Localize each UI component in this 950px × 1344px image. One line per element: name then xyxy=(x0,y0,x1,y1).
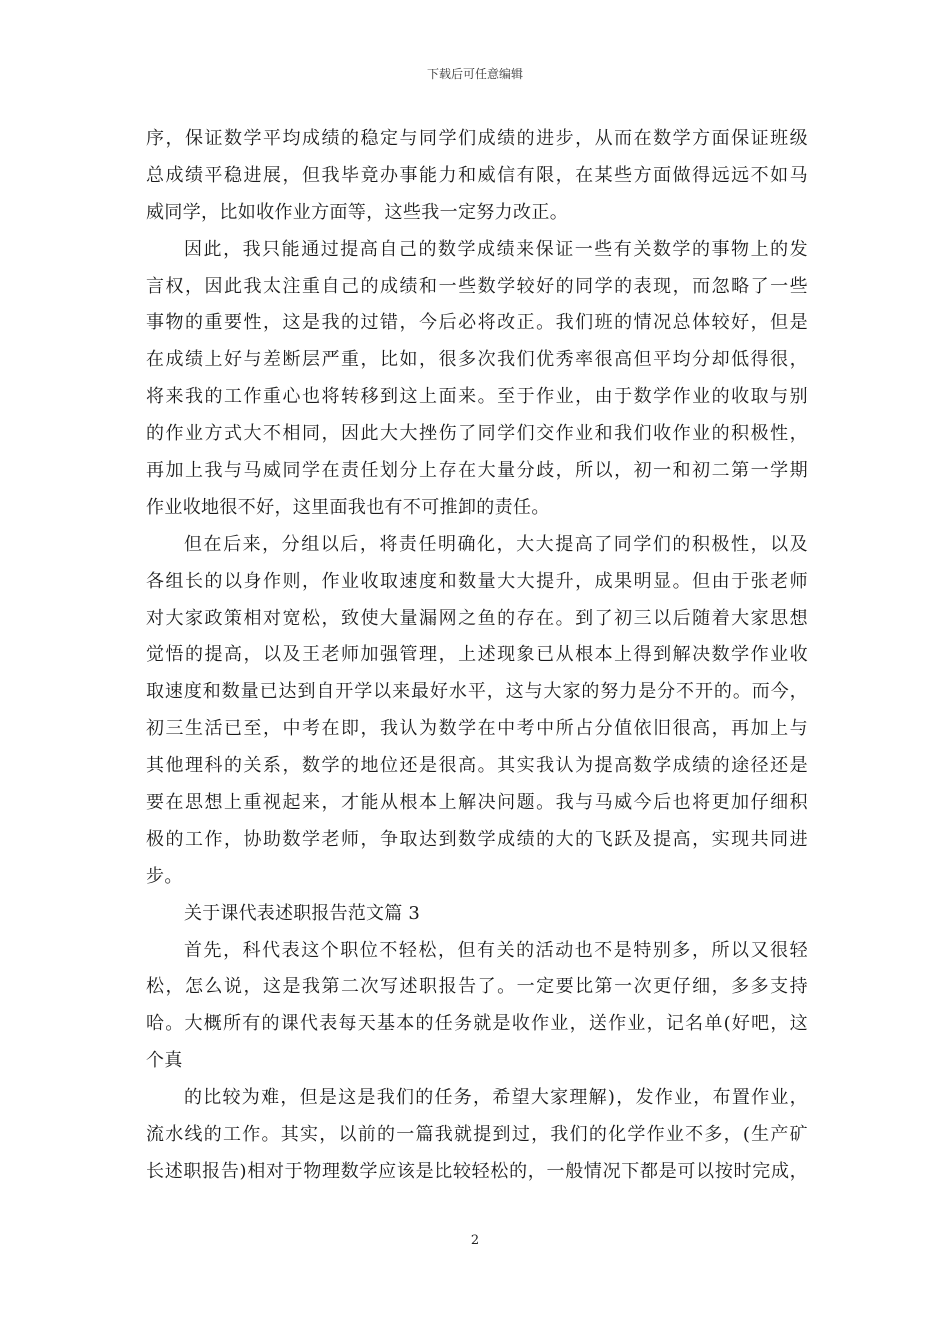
text-line: 取速度和数量已达到自开学以来最好水平，这与大家的努力是分不开的。而今， xyxy=(146,681,808,703)
page-number: 2 xyxy=(470,1233,480,1248)
text-line: 极的工作，协助数学老师，争取达到数学成绩的大的飞跃及提高，实现共同进 xyxy=(146,828,808,850)
text-line: 各组长的以身作则，作业收取速度和数量大大提升，成果明显。但由于张老师 xyxy=(146,570,808,592)
paragraph-start-line: 的比较为难，但是这是我们的任务，希望大家理解)，发作业，布置作业， xyxy=(184,1087,808,1109)
text-line: 长述职报告)相对于物理数学应该是比较轻松的，一般情况下都是可以按时完成， xyxy=(146,1160,808,1182)
page-header: 下载后可任意编辑 xyxy=(426,67,523,81)
text-line: 威同学，比如收作业方面等，这些我一定努力改正。 xyxy=(146,201,569,223)
text-line: 将来我的工作重心也将转移到这上面来。至于作业，由于数学作业的收取与别 xyxy=(146,386,808,408)
text-line: 事物的重要性，这是我的过错，今后必将改正。我们班的情况总体较好，但是 xyxy=(146,312,808,334)
text-line: 总成绩平稳进展，但我毕竟办事能力和威信有限，在某些方面做得远远不如马 xyxy=(146,164,808,186)
text-line: 再加上我与马威同学在责任划分上存在大量分歧，所以，初一和初二第一学期 xyxy=(146,460,808,482)
text-line: 初三生活已至，中考在即，我认为数学在中考中所占分值依旧很高，再加上与 xyxy=(146,718,808,740)
document-body xyxy=(146,121,808,1191)
paragraph-start-line: 首先，科代表这个职位不轻松，但有关的活动也不是特别多，所以又很轻 xyxy=(184,939,808,961)
text-line: 序，保证数学平均成绩的稳定与同学们成绩的进步，从而在数学方面保证班级 xyxy=(146,128,808,149)
text-line: 松，怎么说，这是我第二次写述职报告了。一定要比第一次更仔细，多多支持 xyxy=(146,976,808,998)
text-line: 个真 xyxy=(146,1050,183,1072)
text-line: 在成绩上好与差断层严重，比如，很多次我们优秀率很高但平均分却低得很， xyxy=(146,349,808,371)
text-line: 言权，因此我太注重自己的成绩和一些数学较好的同学的表现，而忽略了一些 xyxy=(146,275,808,297)
text-line: 哈。大概所有的课代表每天基本的任务就是收作业，送作业，记名单(好吧，这 xyxy=(146,1013,808,1035)
text-line: 步。 xyxy=(146,865,183,887)
text-line: 对大家政策相对宽松，致使大量漏网之鱼的存在。到了初三以后随着大家思想 xyxy=(146,607,808,629)
text-line: 其他理科的关系，数学的地位还是很高。其实我认为提高数学成绩的途径还是 xyxy=(146,755,808,777)
paragraph-start-line: 但在后来，分组以后，将责任明确化，大大提高了同学们的积极性，以及 xyxy=(184,533,808,555)
text-line: 流水线的工作。其实，以前的一篇我就提到过，我们的化学作业不多，(生产矿 xyxy=(146,1124,808,1146)
text-line: 要在思想上重视起来，才能从根本上解决问题。我与马威今后也将更加仔细积 xyxy=(146,792,808,814)
text-line: 的作业方式大不相同，因此大大挫伤了同学们交作业和我们收作业的积极性， xyxy=(146,423,808,445)
section-heading: 关于课代表述职报告范文篇 3 xyxy=(184,902,420,924)
paragraph-start-line: 因此，我只能通过提高自己的数学成绩来保证一些有关数学的事物上的发 xyxy=(184,238,808,260)
text-line: 作业收地很不好，这里面我也有不可推卸的责任。 xyxy=(146,496,550,518)
text-line: 觉悟的提高，以及王老师加强管理，上述现象已从根本上得到解决数学作业收 xyxy=(146,644,808,666)
